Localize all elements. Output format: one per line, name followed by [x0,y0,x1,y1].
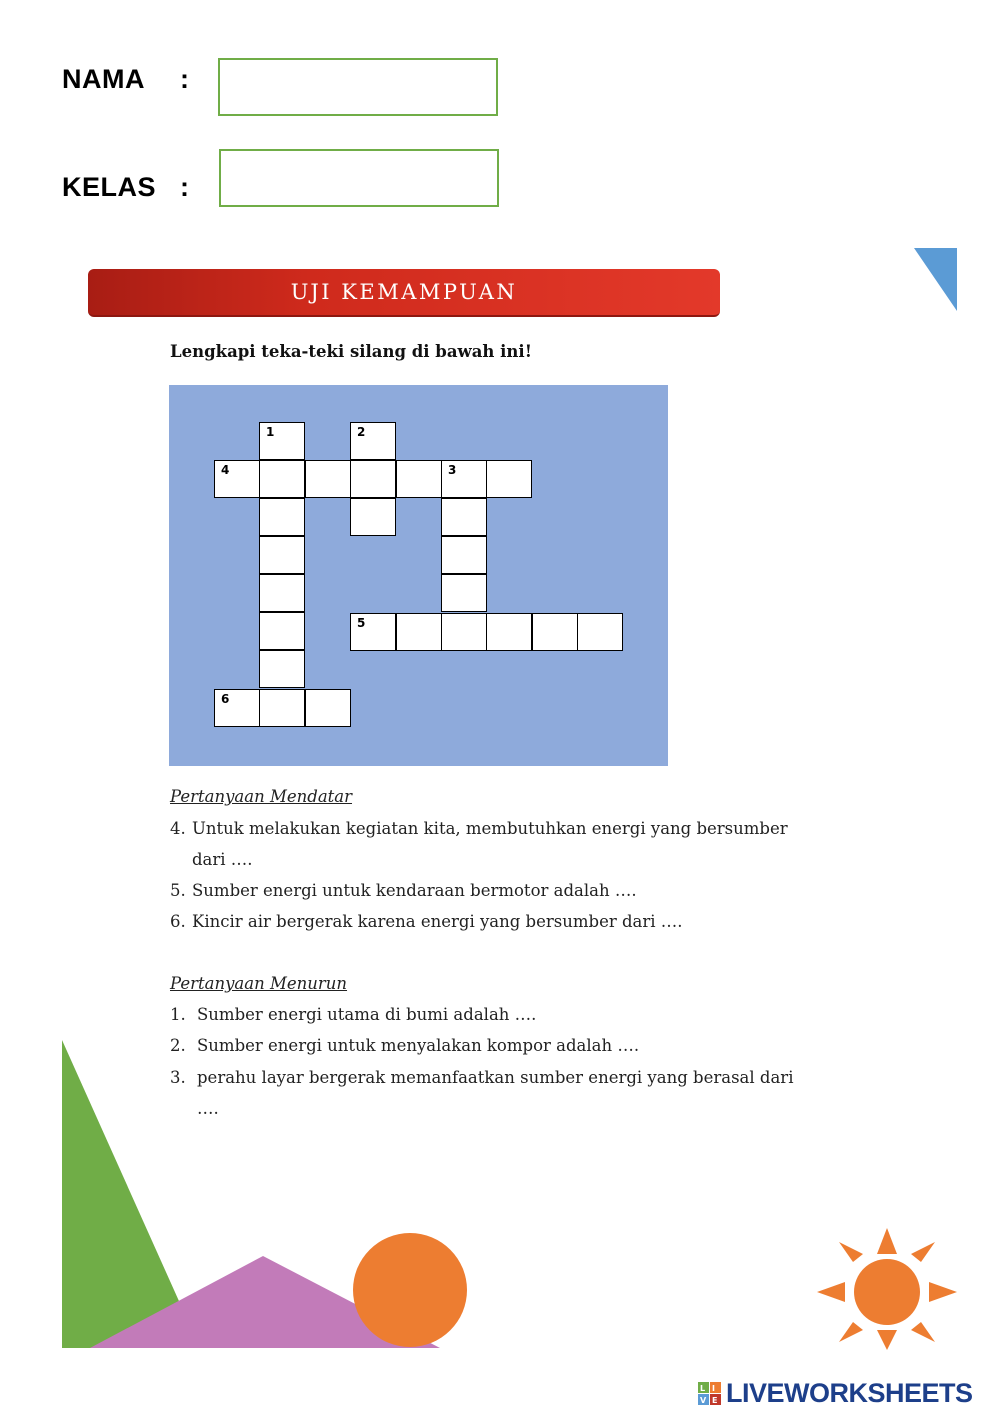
crossword-cell[interactable] [486,613,532,651]
clue-num: 3. [170,1068,186,1087]
clue-down-1 [170,999,536,1030]
crossword-cell[interactable] [259,574,305,612]
crossword-cell[interactable] [441,574,487,612]
down-title: Pertanyaan Menurun [170,974,348,993]
clue-number: 5 [357,616,366,630]
clue-num: 1. [170,1005,186,1024]
clue-number: 6 [221,692,230,706]
crossword-cell[interactable] [259,689,305,727]
clue-number: 3 [448,463,457,477]
svg-text:I: I [712,1383,715,1393]
clue-text-continued: …. [197,1099,219,1118]
banner-title: UJI KEMAMPUAN [290,280,518,304]
class-input[interactable] [219,149,499,207]
crossword-cell[interactable] [441,460,487,498]
clue-across-6 [170,906,683,937]
clue-number: 1 [266,425,275,439]
name-colon: : [180,64,189,94]
crossword-grid [169,385,668,766]
svg-text:L: L [700,1383,706,1393]
clue-text-continued: dari …. [192,850,253,869]
corner-triangle-decoration [914,248,958,312]
clue-num: 6. [170,912,186,931]
crossword-cell[interactable] [259,460,305,498]
svg-text:E: E [712,1395,718,1405]
crossword-cell[interactable] [396,460,442,498]
crossword-cell[interactable] [350,613,396,651]
clue-across-4 [170,813,850,875]
clue-across-5 [170,875,637,906]
crossword-cell[interactable] [259,422,305,460]
crossword-cell[interactable] [441,613,487,651]
clue-text: Sumber energi utama di bumi adalah …. [197,1005,537,1024]
name-input[interactable] [218,58,498,116]
clue-number: 4 [221,463,230,477]
svg-text:V: V [700,1395,707,1405]
crossword-cell[interactable] [214,689,260,727]
crossword-cell[interactable] [305,460,351,498]
class-colon: : [180,172,189,202]
crossword-cell[interactable] [441,536,487,574]
crossword-cell[interactable] [396,613,442,651]
class-label: KELAS [62,172,157,202]
crossword-cell[interactable] [350,460,396,498]
crossword-cell[interactable] [305,689,351,727]
section-banner [88,269,720,317]
crossword-cell[interactable] [214,460,260,498]
crossword-cell[interactable] [259,498,305,536]
clue-text: Kincir air bergerak karena energi yang bersumber dari …. [192,912,683,931]
logo-text: LIVEWORKSHEETS [726,1378,973,1408]
clue-num: 4. [170,819,186,838]
crossword-cell[interactable] [441,498,487,536]
shapes-decoration [60,1038,480,1350]
clue-text: perahu layar bergerak memanfaatkan sumber energi yang berasal dari [197,1068,794,1087]
crossword-cell[interactable] [259,650,305,688]
clue-num: 2. [170,1036,186,1055]
crossword-cell[interactable] [532,613,578,651]
sun-icon [815,1226,959,1350]
across-title: Pertanyaan Mendatar [170,787,353,806]
liveworksheets-logo [698,1378,973,1409]
crossword-cell[interactable] [350,422,396,460]
live-badge-icon [698,1382,722,1406]
clue-text: Untuk melakukan kegiatan kita, membutuhkan energi yang bersumber [192,819,788,838]
clue-number: 2 [357,425,366,439]
clue-text: Sumber energi untuk menyalakan kompor adalah …. [197,1036,640,1055]
crossword-cell[interactable] [350,498,396,536]
crossword-cell[interactable] [486,460,532,498]
crossword-cell[interactable] [259,612,305,650]
crossword-cell[interactable] [259,536,305,574]
orange-circle [353,1233,467,1347]
crossword-cell[interactable] [577,613,623,651]
instruction-text: Lengkapi teka-teki silang di bawah ini! [170,342,532,361]
name-label: NAMA [62,64,145,94]
clue-num: 5. [170,881,186,900]
clue-text: Sumber energi untuk kendaraan bermotor adalah …. [192,881,637,900]
